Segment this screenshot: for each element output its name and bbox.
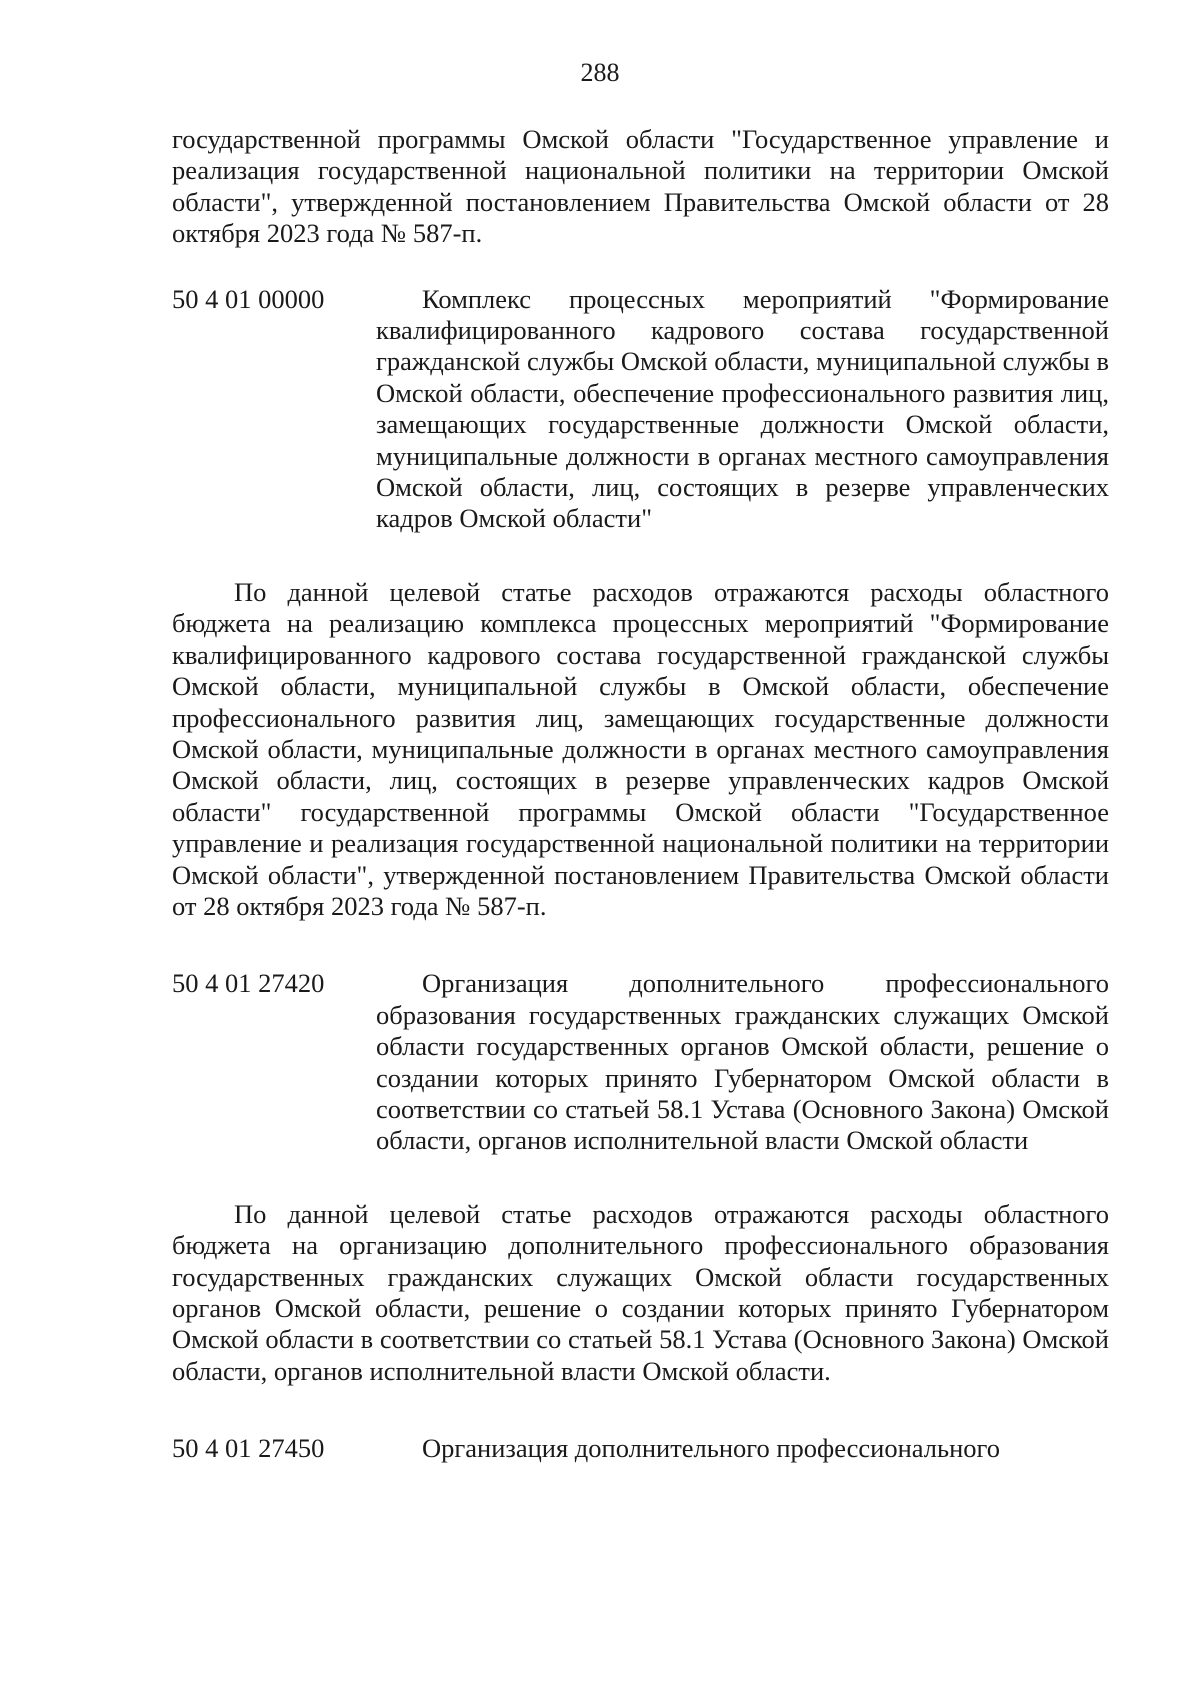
entry-50-4-01-27420: [172, 968, 1109, 1156]
page-number: 288: [580, 58, 620, 87]
entry-50-4-01-27450: [172, 1433, 1109, 1464]
entry-code: 50 4 01 27450: [172, 1433, 325, 1464]
entry-code: 50 4 01 00000: [172, 283, 325, 314]
entry-code: 50 4 01 27420: [172, 968, 325, 999]
entry-title: Комплекс процессных мероприятий "Формирование квалифицированного кадрового состава государственной гражданской службы Омской области, муниципальной службы в Омской области, обеспечение профессионального развития лиц, замещающих государственные должности Омской области, муниципальные должности в органах местного самоуправления Омской области, лиц, состоящих в резерве управленческих кадров Омской области": [376, 283, 1109, 534]
entry-50-4-01-00000: [172, 284, 1109, 535]
entry-title: Организация дополнительного профессионального: [422, 1433, 1000, 1464]
entry-title: Организация дополнительного профессионального образования государственных гражданских служащих Омской области государственных органов Омской области, решение о создании которых принято Губернатором Омской области в соответствии со статьей 58.1 Устава (Основного Закона) Омской области, органов исполнительной власти Омской области: [376, 968, 1109, 1156]
intro-paragraph: государственной программы Омской области "Государственное управление и реализация государственной национальной политики на территории Омской области", утвержденной постановлением Правительства Омской области от 28 октября 2023 года № 587-п.: [172, 124, 1109, 249]
document-body: [172, 124, 1109, 1465]
entry-description: По данной целевой статье расходов отражаются расходы областного бюджета на реализацию комплекса процессных мероприятий "Формирование квалифицированного кадрового состава государственной гражданской службы Омской области, муниципальной службы в Омской области, обеспечение профессионального развития лиц, замещающих государственные должности Омской области, муниципальные должности в органах местного самоуправления Омской области, лиц, состоящих в резерве управленческих кадров Омской области" государственной программы Омской области "Государственное управление и реализация государственной национальной политики на территории Омской области", утвержденной постановлением Правительства Омской области от 28 октября 2023 года № 587-п.: [172, 576, 1109, 921]
entry-description: По данной целевой статье расходов отражаются расходы областного бюджета на организацию дополнительного профессионального образования государственных гражданских служащих Омской области государственных органов Омской области, решение о создании которых принято Губернатором Омской области в соответствии со статьей 58.1 Устава (Основного Закона) Омской области, органов исполнительной власти Омской области.: [172, 1198, 1109, 1386]
